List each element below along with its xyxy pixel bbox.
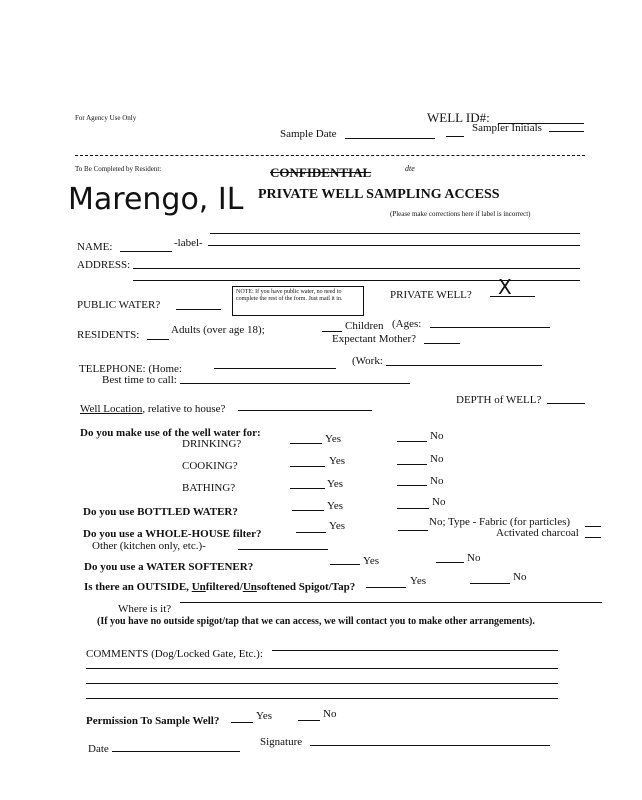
address-field[interactable] [133,268,580,269]
where-field[interactable] [180,602,602,603]
other-filter-label: Other (kitchen only, etc.)- [92,540,206,552]
bathing-no-label: No [430,475,444,487]
comments-label: COMMENTS (Dog/Locked Gate, Etc.): [86,648,263,660]
date-label: Date [88,743,109,755]
sampler-initials-field[interactable] [549,131,584,132]
outside-spigot-label [84,582,355,593]
best-time-label: Best time to call: [102,374,177,386]
name-field-short[interactable] [120,251,172,252]
whole-house-no-field[interactable] [398,530,428,531]
softener-label: Do you use a WATER SOFTENER? [84,561,254,573]
permission-yes-label: Yes [256,710,273,722]
children-field[interactable] [322,331,342,332]
expectant-field[interactable] [424,343,460,344]
confidential-label: CONFIDENTIAL [270,165,372,180]
depth-field[interactable] [547,403,585,404]
bathing-yes-label: Yes [327,478,344,490]
bottled-yes-field[interactable] [292,510,324,511]
whole-house-yes-label: Yes [329,520,346,532]
sampler-initials-label: Sampler Initials [472,122,542,134]
fabric-field[interactable] [585,526,601,527]
private-well-field[interactable] [490,296,535,297]
outside-mid: filtered/ [205,581,243,593]
corrections-note: (Please make corrections here if label is incorrect) [390,210,531,218]
where-label: Where is it? [118,603,172,615]
comments-field[interactable] [272,650,558,651]
public-water-label: PUBLIC WATER? [77,299,161,311]
date-field[interactable] [112,751,240,752]
drinking-yes-field[interactable] [290,443,322,444]
work-label: (Work: [352,355,383,367]
well-id-label: WELL ID#: [427,110,490,125]
cooking-no-field[interactable] [397,464,427,465]
private-well-mark: X [498,275,512,299]
public-water-field[interactable] [176,309,221,310]
name-value: -label- [174,237,203,249]
expectant-label: Expectant Mother? [332,333,416,345]
residents-label: RESIDENTS: [77,329,140,341]
bottled-no-label: No [432,496,446,508]
outside-no-label: No [513,571,527,583]
sample-date-extra-field[interactable] [446,136,464,137]
bottled-label: Do you use BOTTLED WATER? [83,506,238,518]
outside-prefix: Is there an OUTSIDE, [84,581,192,593]
filter-type-label: No; Type - Fabric (for particles) [429,516,571,528]
cooking-label: COOKING? [182,460,238,472]
name-field[interactable] [208,245,580,246]
well-location-underlined: Well Location [80,403,143,415]
resident-label: To Be Completed by Resident: [75,165,162,173]
outside-unsoftened: Un [242,581,257,593]
permission-yes-field[interactable] [231,722,253,723]
signature-field[interactable] [310,745,550,746]
drinking-yes-label: Yes [325,433,342,445]
adults-field[interactable] [147,339,169,340]
ages-field[interactable] [430,327,550,328]
cooking-no-label: No [430,453,444,465]
permission-no-label: No [323,708,337,720]
permission-no-field[interactable] [298,720,320,721]
outside-note: (If you have no outside spigot/tap that we can access, we will contact you to make other arrangements). [97,616,535,627]
whole-house-yes-field[interactable] [296,532,326,533]
outside-unfiltered: Un [191,581,206,593]
sample-date-label: Sample Date [280,128,337,140]
bathing-yes-field[interactable] [290,488,325,489]
outside-yes-field[interactable] [366,587,406,588]
address-field-2[interactable] [133,280,580,281]
home-phone-field[interactable] [214,368,336,369]
cooking-yes-label: Yes [329,455,346,467]
work-phone-field[interactable] [386,365,542,366]
best-time-field[interactable] [180,383,410,384]
well-location-suffix: , relative to house? [142,403,226,415]
signature-label: Signature [260,736,303,748]
note-box: NOTE: If you have public water, no need to complete the rest of the form. Just mail it in. [232,286,364,316]
address-label: ADDRESS: [77,259,131,271]
outside-suffix: softened Spigot/Tap? [256,581,356,593]
well-location-label [80,404,225,415]
comments-line-2[interactable] [86,668,558,669]
permission-label: Permission To Sample Well? [86,715,220,727]
adults-label: Adults (over age 18); [171,324,265,336]
charcoal-field[interactable] [585,537,601,538]
well-location-field[interactable] [238,410,372,411]
form-title: PRIVATE WELL SAMPLING ACCESS [258,187,500,202]
bottled-no-field[interactable] [397,508,429,509]
bathing-label: BATHING? [182,482,236,494]
drinking-no-label: No [430,430,444,442]
sample-date-field[interactable] [345,138,435,139]
bottled-yes-label: Yes [327,500,344,512]
use-well-label: Do you make use of the well water for: [80,427,261,439]
outside-no-field[interactable] [470,583,510,584]
name-label: NAME: [77,241,113,253]
softener-yes-label: Yes [363,555,380,567]
other-filter-field[interactable] [238,549,328,550]
softener-yes-field[interactable] [330,564,360,565]
softener-no-field[interactable] [436,562,464,563]
softener-no-label: No [467,552,481,564]
activated-charcoal-label: Activated charcoal [496,527,579,539]
comments-line-3[interactable] [86,683,558,684]
confidential-note: dte [405,164,415,173]
depth-label: DEPTH of WELL? [456,394,542,406]
section-divider [75,155,585,156]
handwritten-location: Marengo, IL [68,182,244,217]
bathing-no-field[interactable] [397,485,427,486]
drinking-no-field[interactable] [397,441,427,442]
agency-use-label: For Agency Use Only [75,114,137,122]
private-well-label: PRIVATE WELL? [390,289,472,301]
telephone-label: TELEPHONE: (Home: [79,363,182,375]
cooking-yes-field[interactable] [290,466,325,467]
drinking-label: DRINKING? [182,438,242,450]
children-label: Children [345,320,384,332]
corrections-line[interactable] [210,233,580,234]
whole-house-label: Do you use a WHOLE-HOUSE filter? [83,528,262,540]
ages-label: (Ages: [392,318,422,330]
comments-line-4[interactable] [86,698,558,699]
outside-yes-label: Yes [410,575,427,587]
